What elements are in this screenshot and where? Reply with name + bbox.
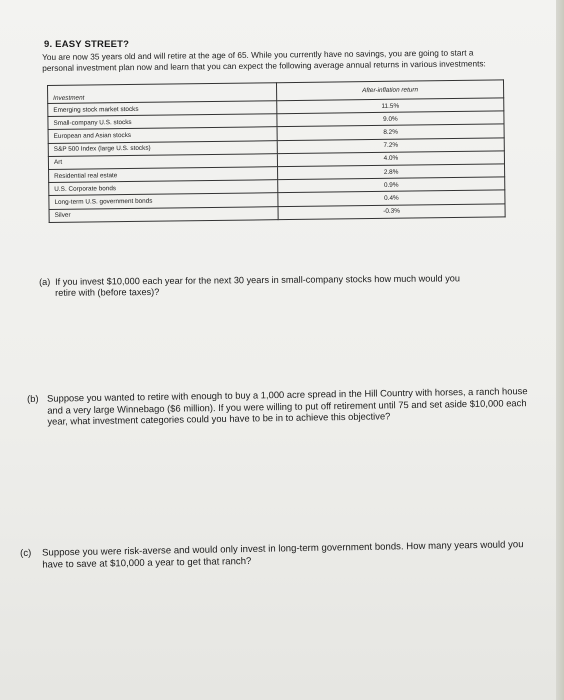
investment-return: 9.0% (277, 111, 504, 127)
investment-name: Silver (49, 206, 278, 222)
investment-return: 0.4% (278, 190, 505, 206)
investment-name: S&P 500 Index (large U.S. stocks) (48, 140, 277, 156)
investment-return: 2.8% (278, 164, 505, 180)
problem-title: 9. EASY STREET? (44, 39, 130, 50)
investment-return: 8.2% (277, 124, 504, 140)
question-a (39, 273, 479, 300)
investment-name: Emerging stock market stocks (48, 101, 277, 117)
question-c-label: (c) (20, 547, 32, 559)
question-b-label: (b) (27, 392, 39, 404)
header-investment: Investment (48, 83, 277, 104)
investment-name: Long-term U.S. government bonds (49, 193, 278, 209)
investment-name: Art (48, 153, 277, 169)
question-c-text: Suppose you were risk-averse and would only invest in long-term government bonds. How many years would you have to save at $10,000 a year to get that ranch? (41, 539, 524, 571)
question-a-label: (a) (39, 276, 51, 287)
investment-return: -0.3% (278, 203, 505, 219)
investment-return: 11.5% (277, 98, 504, 114)
investment-name: European and Asian stocks (48, 127, 277, 143)
returns-table (47, 79, 506, 222)
question-a-text: If you invest $10,000 each year for the next 30 years in small-company stocks how much would you retire with (before taxes)? (54, 273, 461, 299)
investment-name: Small-company U.S. stocks (48, 114, 277, 130)
investment-name: Residential real estate (49, 167, 278, 183)
investment-return: 0.9% (278, 177, 505, 193)
problem-intro: You are now 35 years old and will retire at the age of 65. While you currently have no savings, you are going to start a personal investment plan now and learn that you can expect the following average annual returns in various investments: (42, 47, 486, 73)
question-b-text: Suppose you wanted to retire with enough to buy a 1,000 acre spread in the Hill Country with horses, a ranch house and a very large Winnebago ($6 million). If you were willing to put off retirement until 75 and set aside $10,000 each year, what investment categories could you have to be in to achieve this objective? (46, 385, 528, 427)
header-return: After-inflation return (276, 80, 503, 101)
investment-return: 4.0% (277, 151, 504, 167)
investment-return: 7.2% (277, 137, 504, 153)
paper-edge (556, 0, 564, 700)
investment-name: U.S. Corporate bonds (49, 180, 278, 196)
